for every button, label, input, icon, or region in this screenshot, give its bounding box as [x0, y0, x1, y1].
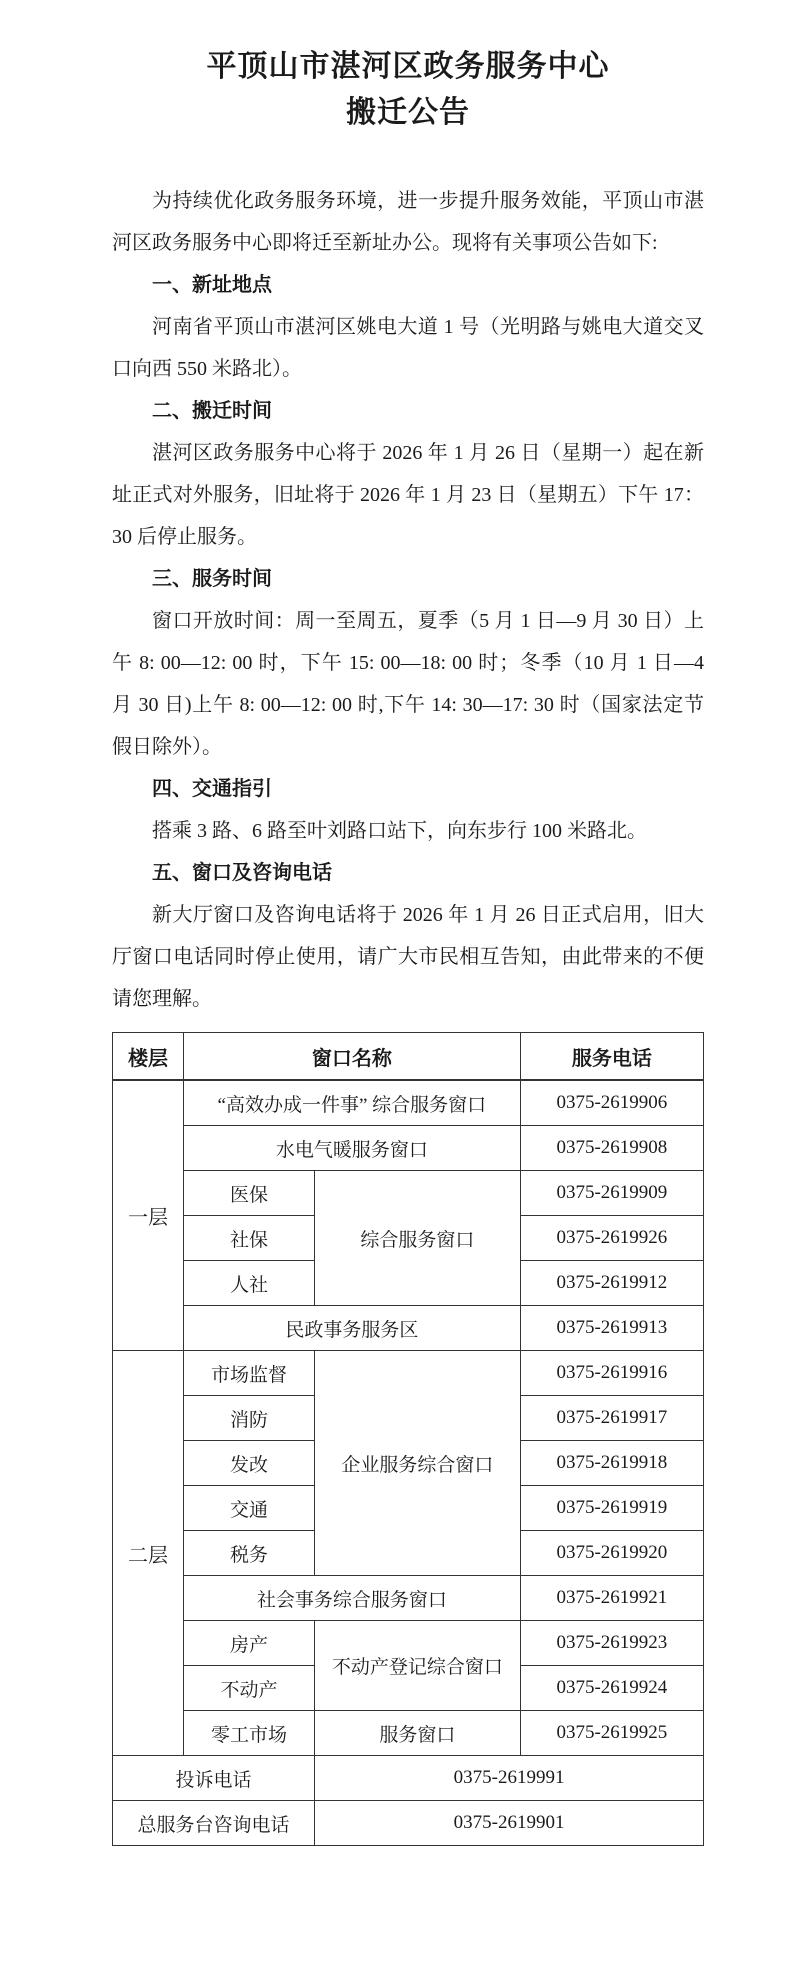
- footer-phone-cell: 0375-2619991: [315, 1756, 704, 1801]
- dept-cell: 税务: [183, 1531, 314, 1576]
- table-header-row: [113, 1033, 704, 1081]
- dept-cell: 市场监督: [183, 1351, 314, 1396]
- table-row: [113, 1171, 704, 1216]
- phone-cell: 0375-2619920: [520, 1531, 703, 1576]
- dept-cell: 消防: [183, 1396, 314, 1441]
- window-name-cell: 水电气暖服务窗口: [183, 1126, 520, 1171]
- table-row: [113, 1576, 704, 1621]
- phone-cell: 0375-2619909: [520, 1171, 703, 1216]
- phone-cell: 0375-2619908: [520, 1126, 703, 1171]
- footer-label-cell: 总服务台咨询电话: [113, 1801, 315, 1846]
- dept-cell: 不动产: [183, 1666, 314, 1711]
- dept-cell: 人社: [183, 1261, 314, 1306]
- section-body-location: 河南省平顶山市湛河区姚电大道 1 号（光明路与姚电大道交叉口向西 550 米路北）。: [112, 316, 704, 380]
- header-window-name: 窗口名称: [183, 1033, 520, 1081]
- phone-cell: 0375-2619906: [520, 1080, 703, 1126]
- intro-paragraph: 为持续优化政务服务环境，进一步提升服务效能，平顶山市湛河区政务服务中心即将迁至新址办公。现将有关事项公告如下:: [112, 190, 704, 254]
- phone-cell: 0375-2619921: [520, 1576, 703, 1621]
- section-body-service-hours: 窗口开放时间：周一至周五，夏季（5 月 1 日—9 月 30 日）上午 8: 00—12: 00 时，下午 15: 00—18: 00 时；冬季（10 月 1 日—4 月 30 日)上午 8: 00—12: 00 时,下午 14: 30—17: 30 时（国家法定节假日除外）。: [112, 610, 704, 758]
- phone-cell: 0375-2619926: [520, 1216, 703, 1261]
- header-phone: 服务电话: [520, 1033, 703, 1081]
- phone-cell: 0375-2619913: [520, 1306, 703, 1351]
- dept-cell: 社保: [183, 1216, 314, 1261]
- table-footer-row: [113, 1756, 704, 1801]
- header-floor: 楼层: [113, 1033, 184, 1081]
- table-row: [113, 1126, 704, 1171]
- dept-cell: 发改: [183, 1441, 314, 1486]
- section-heading-move-time: 二、搬迁时间: [152, 400, 272, 422]
- dept-cell: 零工市场: [183, 1711, 314, 1756]
- floor-2-cell: 二层: [113, 1351, 184, 1756]
- phone-cell: 0375-2619919: [520, 1486, 703, 1531]
- dept-cell: 医保: [183, 1171, 314, 1216]
- footer-phone-cell: 0375-2619901: [315, 1801, 704, 1846]
- section-heading-transport: 四、交通指引: [152, 778, 272, 800]
- window-name-cell: “高效办成一件事” 综合服务窗口: [183, 1080, 520, 1126]
- phone-cell: 0375-2619923: [520, 1621, 703, 1666]
- table-row: [113, 1306, 704, 1351]
- phone-cell: 0375-2619925: [520, 1711, 703, 1756]
- group-window-cell: 不动产登记综合窗口: [315, 1621, 521, 1711]
- table-row: [113, 1621, 704, 1666]
- table-row: [113, 1080, 704, 1126]
- phone-cell: 0375-2619924: [520, 1666, 703, 1711]
- dept-cell: 房产: [183, 1621, 314, 1666]
- section-body-phones: 新大厅窗口及咨询电话将于 2026 年 1 月 26 日正式启用，旧大厅窗口电话同时停止使用，请广大市民相互告知，由此带来的不便请您理解。: [112, 904, 704, 1010]
- table-footer-row: [113, 1801, 704, 1846]
- floor-1-cell: 一层: [113, 1080, 184, 1351]
- section-body-move-time: 湛河区政务服务中心将于 2026 年 1 月 26 日（星期一）起在新址正式对外服务，旧址将于 2026 年 1 月 23 日（星期五）下午 17：30 后停止服务。: [112, 442, 704, 548]
- phone-cell: 0375-2619916: [520, 1351, 703, 1396]
- section-heading-service-hours: 三、服务时间: [152, 568, 272, 590]
- group-window-cell: 综合服务窗口: [315, 1171, 521, 1306]
- table-row: [113, 1711, 704, 1756]
- document-title: [112, 44, 704, 136]
- section-body-transport: 搭乘 3 路、6 路至叶刘路口站下，向东步行 100 米路北。: [152, 820, 647, 842]
- window-name-cell: 社会事务综合服务窗口: [183, 1576, 520, 1621]
- section-heading-phones: 五、窗口及咨询电话: [152, 862, 332, 884]
- section-heading-location: 一、新址地点: [152, 274, 272, 296]
- group-window-cell: 企业服务综合窗口: [315, 1351, 521, 1576]
- phone-cell: 0375-2619918: [520, 1441, 703, 1486]
- announcement-page: [112, 0, 704, 1846]
- phone-cell: 0375-2619912: [520, 1261, 703, 1306]
- footer-label-cell: 投诉电话: [113, 1756, 315, 1801]
- window-name-cell: 民政事务服务区: [183, 1306, 520, 1351]
- contact-table: [112, 1032, 704, 1846]
- group-window-cell: 服务窗口: [315, 1711, 521, 1756]
- phone-cell: 0375-2619917: [520, 1396, 703, 1441]
- dept-cell: 交通: [183, 1486, 314, 1531]
- title-line-2: 搬迁公告: [346, 96, 470, 129]
- table-row: [113, 1351, 704, 1396]
- title-line-1: 平顶山市湛河区政务服务中心: [206, 50, 610, 83]
